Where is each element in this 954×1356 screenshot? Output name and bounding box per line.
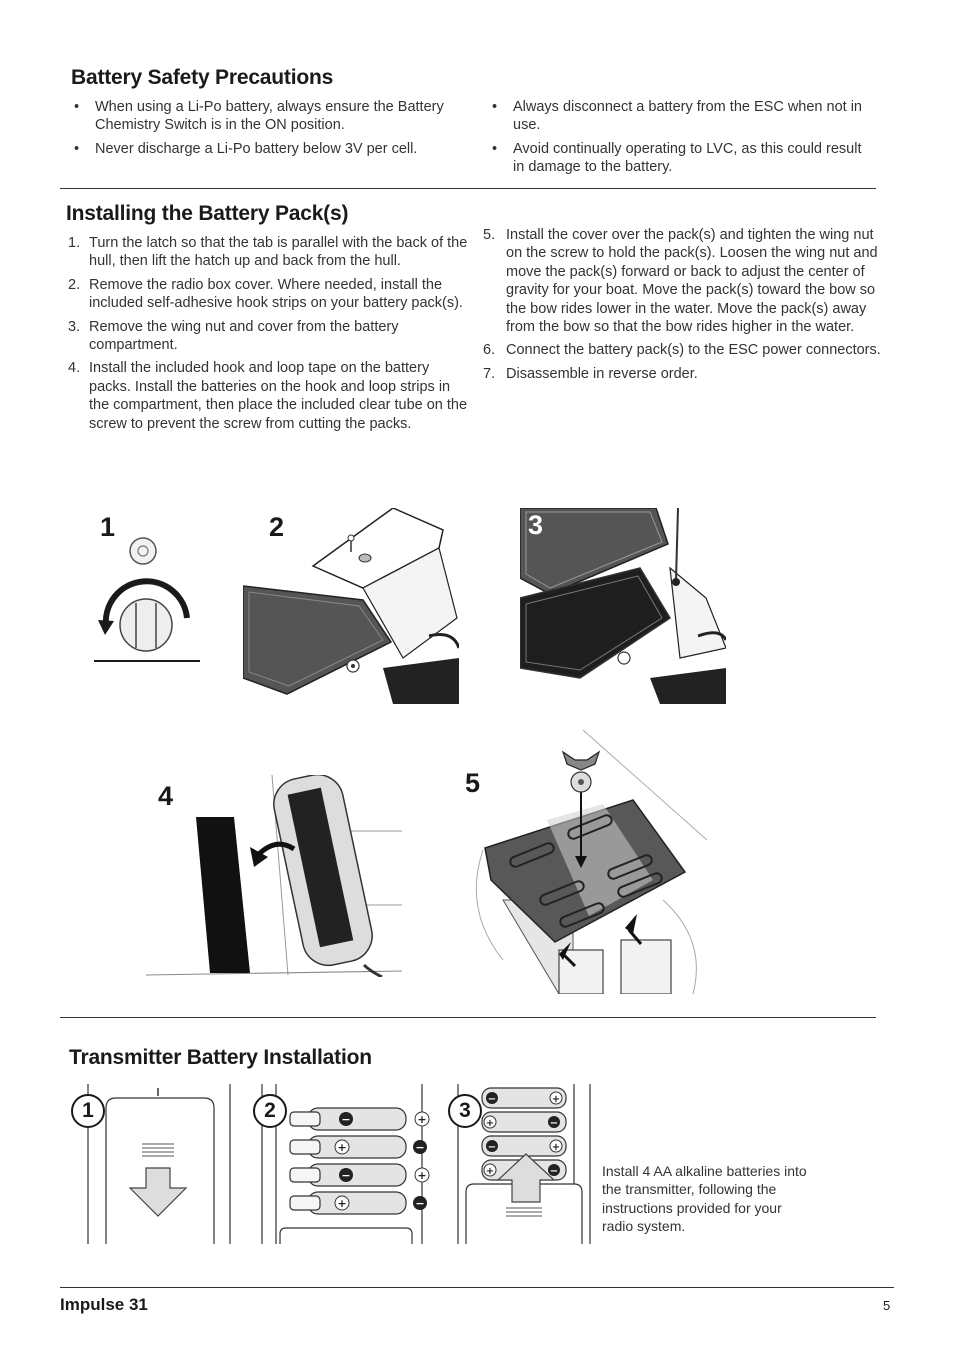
list-item: 5. Install the cover over the pack(s) and tighten the wing nut on the screw to hold the pack(s). Loosen the wing nut and move the pack(s) forward or back to adjust the center of gravity for your boat. Move the pack(s) toward the bow so the bow rides lower in the water. Move the pack(s) away from the bow so that the bow rides higher in the water. [483, 227, 878, 336]
svg-text:−: − [341, 1113, 351, 1126]
figure-label: 2 [269, 512, 285, 542]
svg-text:+: + [337, 1197, 347, 1210]
section-divider [60, 1017, 876, 1018]
figure-transmitter-batteries [252, 1084, 442, 1244]
list-item: 2. Remove the radio box cover. Where needed, install the included self-adhesive hook strips on your battery pack(s). [68, 276, 463, 312]
list-item: • When using a Li-Po battery, always ensure the Battery Chemistry Switch is in the ON position. [72, 98, 452, 135]
battery-safety-right-list [490, 98, 870, 182]
installing-title: Installing the Battery Pack(s) [66, 202, 349, 225]
svg-text:+: + [417, 1169, 427, 1182]
svg-text:+: + [417, 1113, 427, 1126]
installing-steps-right [483, 226, 881, 388]
figure-label: 1 [100, 512, 116, 542]
wing-nut-illustration [463, 730, 707, 994]
battery-safety-title: Battery Safety Precautions [71, 66, 334, 89]
svg-text:−: − [415, 1197, 425, 1210]
svg-text:−: − [341, 1169, 351, 1182]
section-divider [60, 188, 876, 189]
transmitter-note: Install 4 AA alkaline batteries into the transmitter, following the instructions provided for your radio system. [602, 1163, 807, 1235]
list-item: 3. Remove the wing nut and cover from the battery compartment. [68, 318, 399, 354]
figure-label: 2 [253, 1094, 287, 1128]
figure-transmitter-close [446, 1084, 592, 1244]
svg-text:+: + [551, 1142, 561, 1153]
figure-label: 3 [448, 1094, 482, 1128]
transmitter-title: Transmitter Battery Installation [69, 1046, 372, 1069]
figure-transmitter-open [70, 1084, 250, 1244]
footer-product-name: Impulse 31 [60, 1295, 148, 1314]
svg-text:−: − [487, 1094, 497, 1105]
list-item: 7. Disassemble in reverse order. [483, 365, 698, 382]
battery-safety-left-list [72, 98, 452, 163]
svg-text:−: − [415, 1141, 425, 1154]
svg-text:+: + [337, 1141, 347, 1154]
figure-hatch [243, 508, 459, 704]
svg-text:−: − [549, 1118, 559, 1129]
cover-illustration [520, 508, 726, 704]
svg-text:+: + [551, 1094, 561, 1105]
footer-divider [60, 1287, 894, 1288]
page-number: 5 [883, 1298, 891, 1313]
list-item: 4. Install the included hook and loop tape on the battery packs. Install the batteries on the hook and loop strips in the compartment, then place the included clear tube on the screw to prevent the screw from cutting the packs. [68, 360, 468, 432]
svg-text:+: + [485, 1166, 495, 1177]
list-item: • Avoid continually operating to LVC, as this could result in damage to the battery. [490, 140, 870, 177]
battery-pack-illustration [146, 775, 402, 977]
list-item: 6. Connect the battery pack(s) to the ESC power connectors. [483, 342, 881, 359]
figure-battery-pack [146, 775, 402, 977]
list-item: • Always disconnect a battery from the ESC when not in use. [490, 98, 870, 135]
svg-text:−: − [549, 1166, 559, 1177]
figure-wing-nut [463, 730, 707, 994]
figure-label: 5 [465, 768, 481, 798]
svg-text:+: + [485, 1118, 495, 1129]
figure-cover [520, 508, 726, 704]
figure-latch [92, 508, 212, 668]
svg-text:−: − [487, 1142, 497, 1153]
figure-label: 4 [158, 781, 174, 811]
list-item: 1. Turn the latch so that the tab is parallel with the back of the hull, then lift the hatch up and back from the hull. [68, 235, 468, 270]
installing-steps-left [66, 234, 468, 438]
figure-label: 1 [71, 1094, 105, 1128]
list-item: • Never discharge a Li-Po battery below 3V per cell. [72, 140, 452, 158]
figure-label: 3 [528, 510, 544, 540]
